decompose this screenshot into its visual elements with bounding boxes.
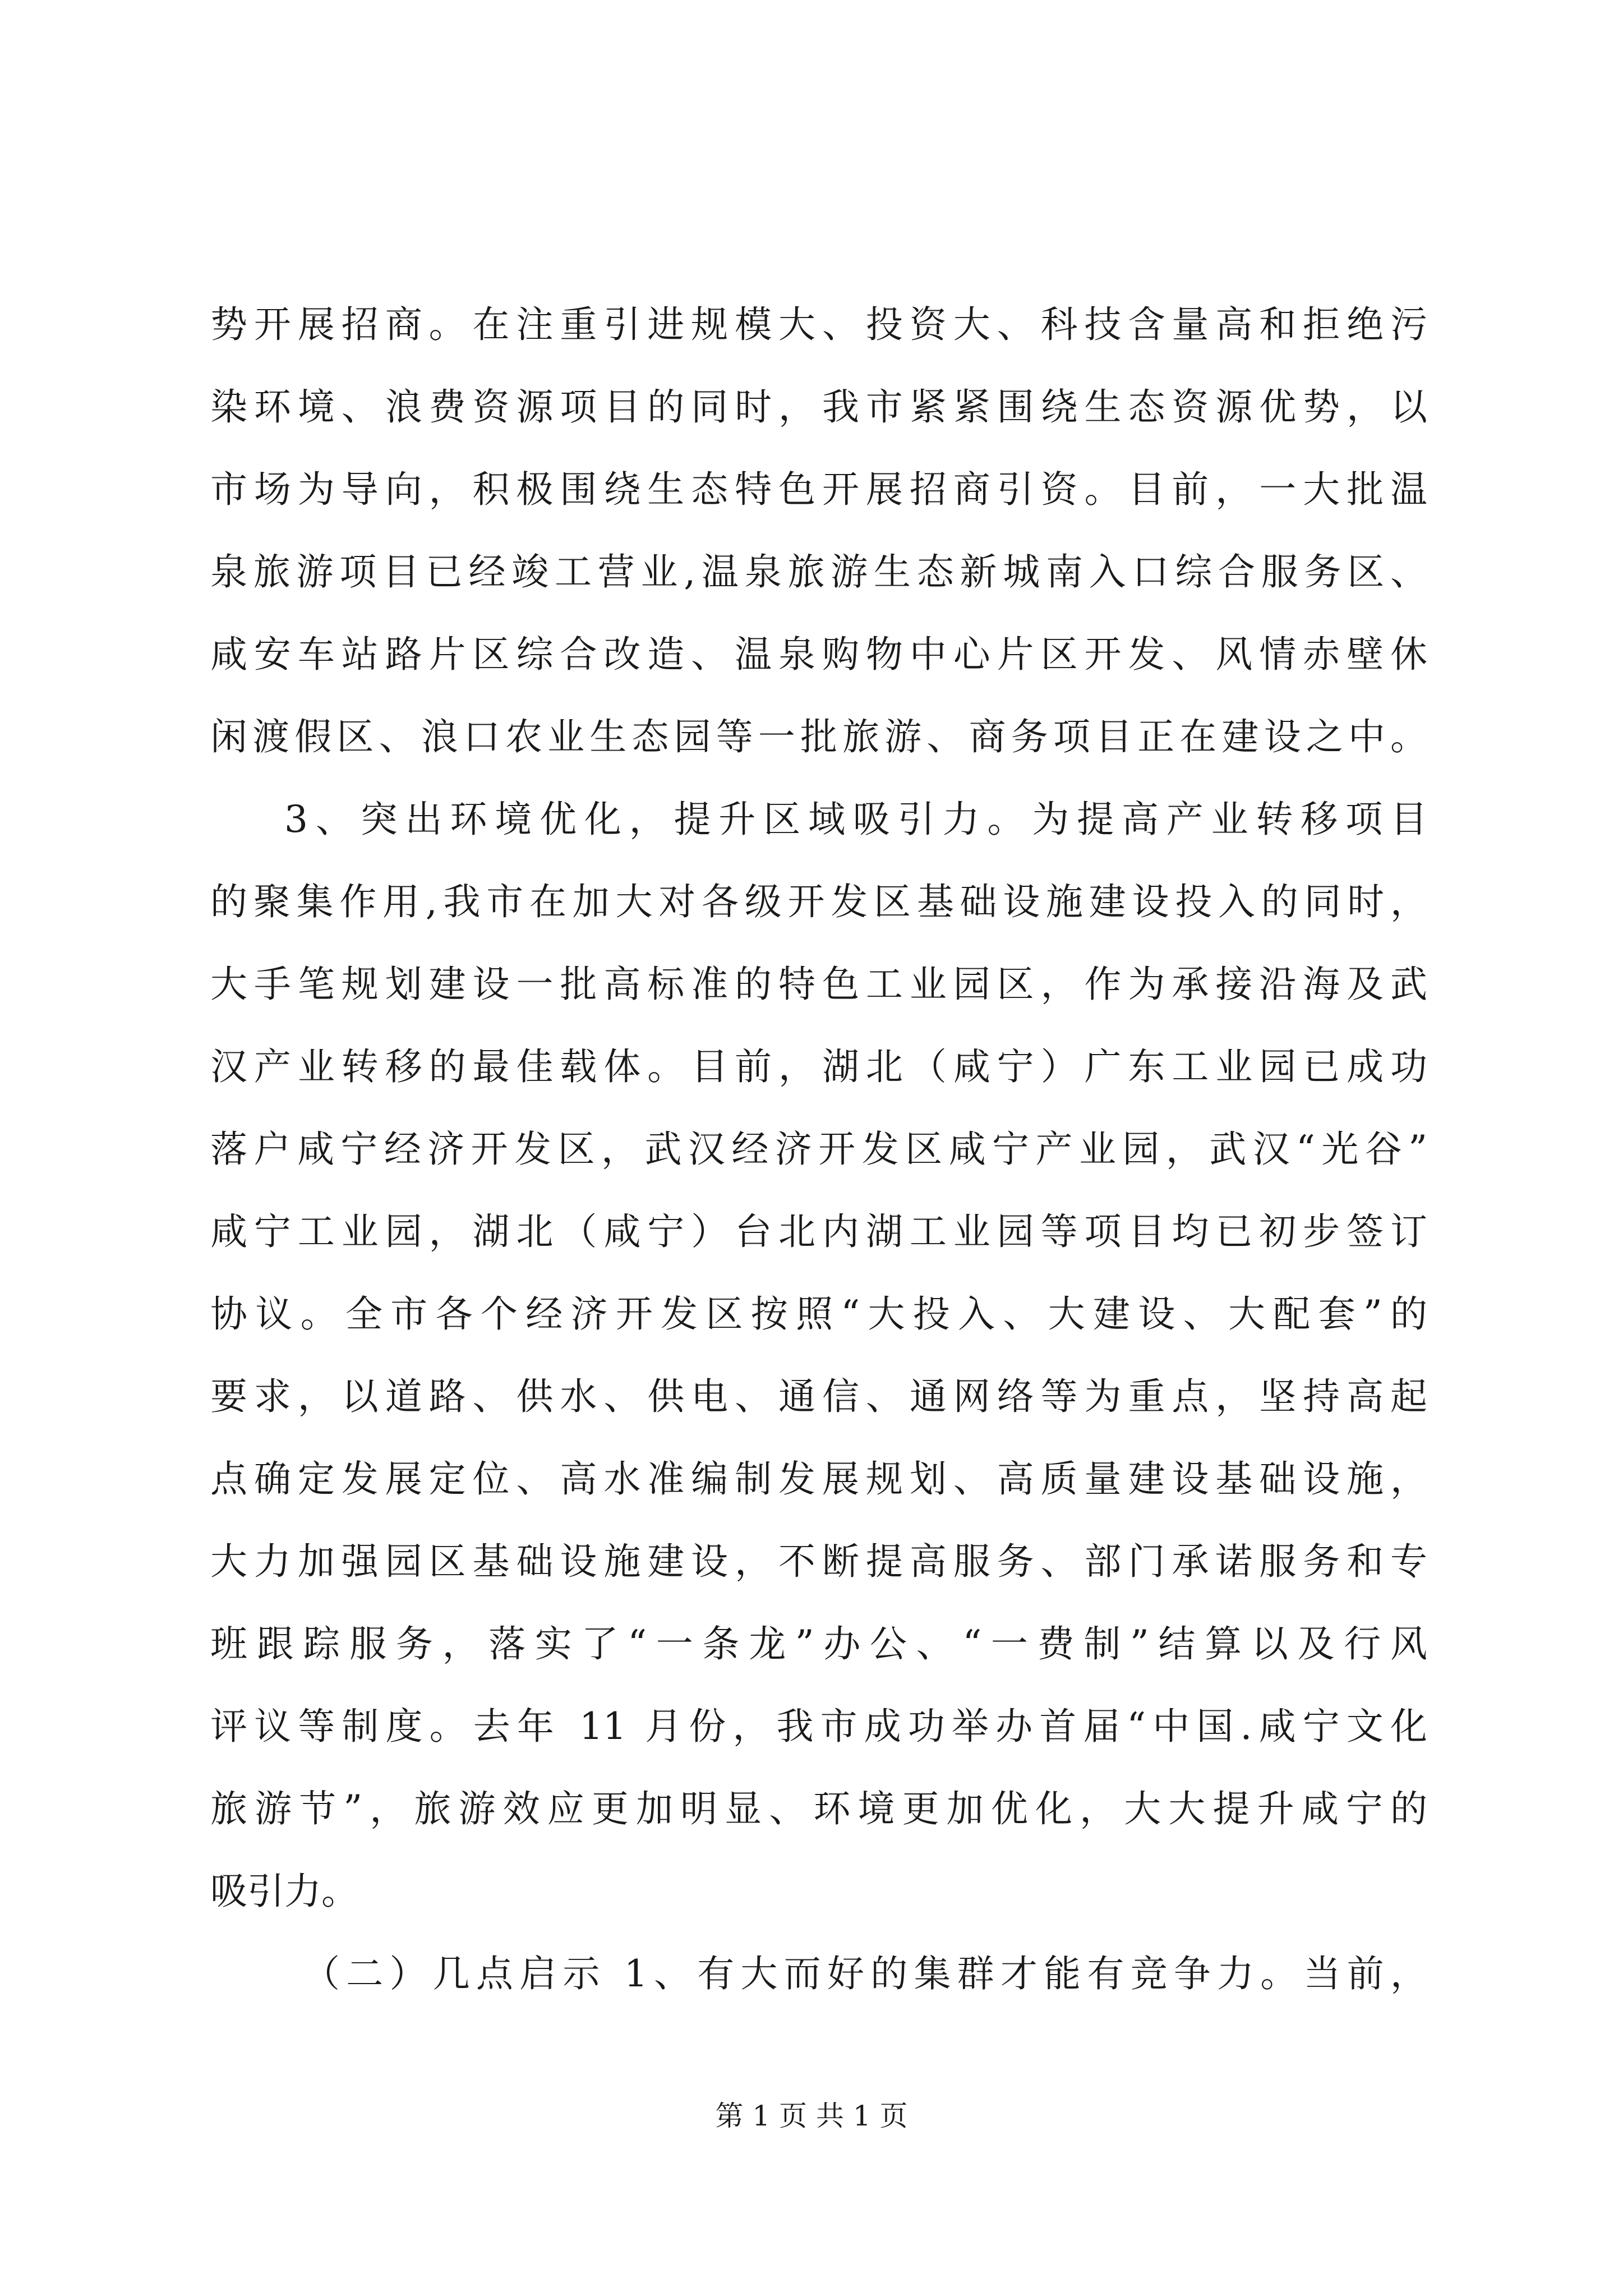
paragraph-line: 旅游节”，旅游效应更加明显、环境更加优化，大大提升咸宁的 — [210, 1787, 1427, 1830]
paragraph-line: 评议等制度。去年 11 月份，我市成功举办首届“中国.咸宁文化 — [210, 1705, 1427, 1748]
paragraph-line: 要求，以道路、供水、供电、通信、通网络等为重点，坚持高起 — [210, 1375, 1427, 1418]
paragraph-line: 泉旅游项目已经竣工营业,温泉旅游生态新城南入口综合服务区、 — [210, 550, 1427, 593]
page-footer: 第 1 页 共 1 页 — [715, 2100, 908, 2132]
paragraph-line: 的聚集作用,我市在加大对各级开发区基础设施建设投入的同时， — [210, 880, 1427, 923]
paragraph-line: 点确定发展定位、高水准编制发展规划、高质量建设基础设施， — [210, 1457, 1427, 1501]
paragraph-line: 吸引力。 — [210, 1870, 358, 1913]
paragraph-line: 咸安车站路片区综合改造、温泉购物中心片区开发、风情赤壁休 — [210, 633, 1427, 676]
paragraph-line: 汉产业转移的最佳载体。目前，湖北（咸宁）广东工业园已成功 — [210, 1045, 1427, 1088]
paragraph-line: 协议。全市各个经济开发区按照“大投入、大建设、大配套”的 — [210, 1292, 1427, 1336]
paragraph-line: 班跟踪服务，落实了“一条龙”办公、“一费制”结算以及行风 — [210, 1622, 1427, 1665]
paragraph-line: 闲渡假区、浪口农业生态园等一批旅游、商务项目正在建设之中。 — [210, 715, 1427, 758]
paragraph-line: 势开展招商。在注重引进规模大、投资大、科技含量高和拒绝污 — [210, 303, 1427, 346]
paragraph-line: 咸宁工业园，湖北（咸宁）台北内湖工业园等项目均已初步签订 — [210, 1210, 1427, 1253]
paragraph-line: 落户咸宁经济开发区，武汉经济开发区咸宁产业园，武汉“光谷” — [210, 1128, 1427, 1171]
paragraph-line: 市场为导向，积极围绕生态特色开展招商引资。目前，一大批温 — [210, 468, 1427, 511]
paragraph-line: 染环境、浪费资源项目的同时，我市紧紧围绕生态资源优势，以 — [210, 385, 1427, 429]
paragraph-line: 3、突出环境优化，提升区域吸引力。为提高产业转移项目 — [284, 798, 1427, 841]
paragraph-line: 大手笔规划建设一批高标准的特色工业园区，作为承接沿海及武 — [210, 963, 1427, 1006]
paragraph-line: （二）几点启示 1、有大而好的集群才能有竞争力。当前， — [303, 1952, 1427, 1995]
paragraph-line: 大力加强园区基础设施建设，不断提高服务、部门承诺服务和专 — [210, 1540, 1427, 1583]
document-body — [210, 283, 1427, 2015]
